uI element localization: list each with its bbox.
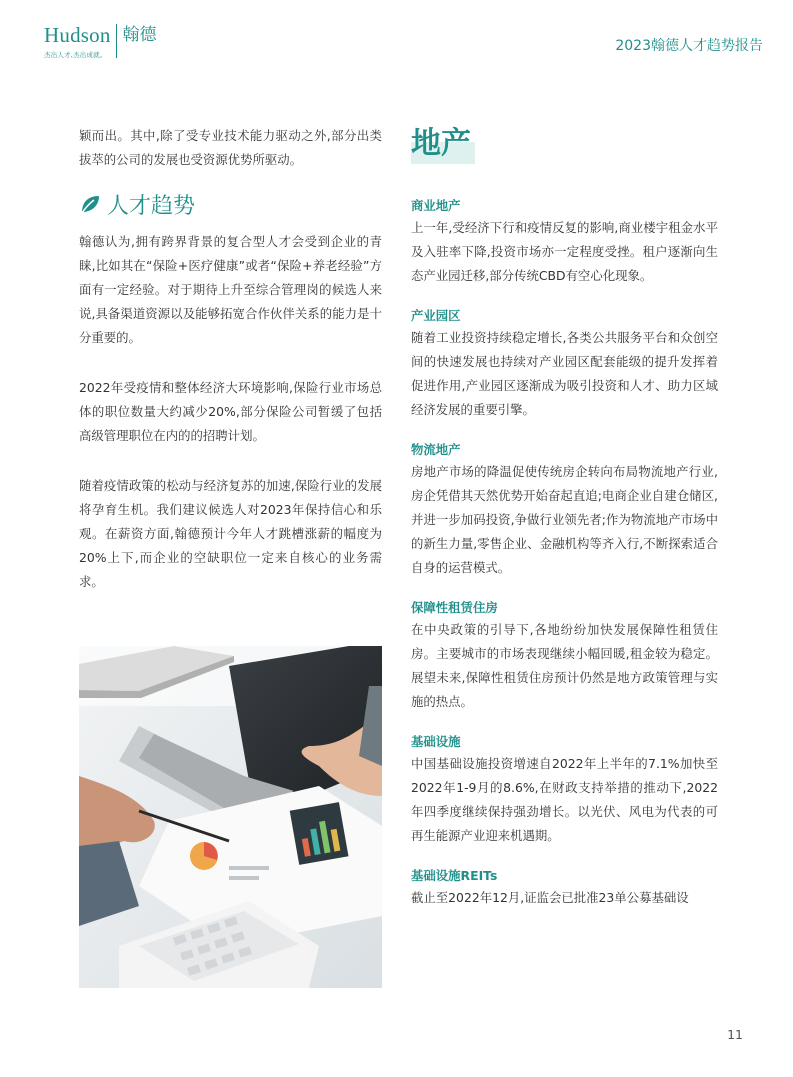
- block-logistics: [411, 440, 718, 580]
- talent-paragraph-2: 2022年受疫情和整体经济大环境影响,保险行业市场总体的职位数量大约减少20%,部分保险公司暂缓了包括高级管理职位在内的的招聘计划。: [79, 380, 382, 443]
- leaf-icon: [79, 193, 101, 215]
- block-commercial: [411, 196, 718, 288]
- block-infrastructure-reits: [411, 866, 718, 910]
- subheading-commercial: 商业地产: [411, 198, 461, 213]
- text-affordable-rental: 在中央政策的引导下,各地纷纷加快发展保障性租赁住房。主要城市的市场表现继续小幅回暖,租金较为稳定。展望未来,保障性租赁住房预计仍然是地方政策管理与实施的热点。: [411, 622, 718, 709]
- right-column: [411, 124, 718, 928]
- page-number: 11: [727, 1027, 743, 1042]
- logo-divider: [116, 24, 117, 58]
- section-title-real-estate: [411, 124, 475, 164]
- block-affordable-rental: [411, 598, 718, 714]
- intro-paragraph: 颖而出。其中,除了受专业技术能力驱动之外,部分出类拔萃的公司的发展也受资源优势所驱动。: [79, 128, 382, 167]
- talent-paragraph-1: 翰德认为,拥有跨界背景的复合型人才会受到企业的青睐,比如其在“保险+医疗健康”或者“保险+养老经验”方面有一定经验。对于期待上升至综合管理岗的候选人来说,具备渠道资源以及能够拓宽合作伙伴关系的能力是十分重要的。: [79, 234, 382, 345]
- subheading-infrastructure: 基础设施: [411, 734, 461, 749]
- talent-trend-heading: [79, 184, 382, 224]
- logo-chinese: 翰德: [122, 25, 157, 45]
- subheading-infrastructure-reits: 基础设施REITs: [411, 868, 498, 883]
- text-industrial-park: 随着工业投资持续稳定增长,各类公共服务平台和众创空间的快速发展也持续对产业园区配套能级的提升发挥着促进作用,产业园区逐渐成为吸引投资和人才、助力区域经济发展的重要引擎。: [411, 330, 718, 417]
- page-header: [0, 0, 793, 70]
- text-infrastructure-reits: 截止至2022年12月,证监会已批准23单公募基础设: [411, 890, 689, 905]
- business-meeting-photo: [79, 646, 382, 988]
- block-industrial-park: [411, 306, 718, 422]
- subheading-industrial-park: 产业园区: [411, 308, 461, 323]
- subheading-affordable-rental: 保障性租赁住房: [411, 600, 498, 615]
- section-title-talent: 人才趋势: [107, 193, 196, 219]
- text-infrastructure: 中国基础设施投资增速自2022年上半年的7.1%加快至2022年1-9月的8.6%,在财政支持举措的推动下,2022年四季度继续保持强劲增长。以光伏、风电为代表的可再生能源产业迎来机遇期。: [411, 756, 718, 843]
- logo-wordmark: Hudson: [44, 23, 111, 47]
- block-infrastructure: [411, 732, 718, 848]
- subheading-logistics: 物流地产: [411, 442, 461, 457]
- logo-tagline: 杰出人才,杰出成就。: [44, 51, 107, 59]
- photo-illustration: [79, 646, 382, 988]
- text-commercial: 上一年,受经济下行和疫情反复的影响,商业楼宇租金水平及入驻率下降,投资市场亦一定程度受挫。租户逐渐向生态产业园迁移,部分传统CBD有空心化现象。: [411, 220, 718, 283]
- talent-paragraph-3: 随着疫情政策的松动与经济复苏的加速,保险行业的发展将孕育生机。我们建议候选人对2023年保持信心和乐观。在薪资方面,翰德预计今年人才跳槽涨薪的幅度为20%上下,而企业的空缺职位一定来自核心的业务需求。: [79, 478, 382, 589]
- left-column: [79, 124, 382, 594]
- text-logistics: 房地产市场的降温促使传统房企转向布局物流地产行业,房企凭借其天然优势开始奋起直追;电商企业自建仓储区,并进一步加码投资,争做行业领先者;作为物流地产市场中的新生力量,零售企业、金融机构等齐入行,不断探索适合自身的运营模式。: [411, 464, 718, 575]
- report-title: 2023翰德人才趋势报告: [615, 38, 763, 54]
- section-title-real-estate-text: 地产: [411, 126, 471, 161]
